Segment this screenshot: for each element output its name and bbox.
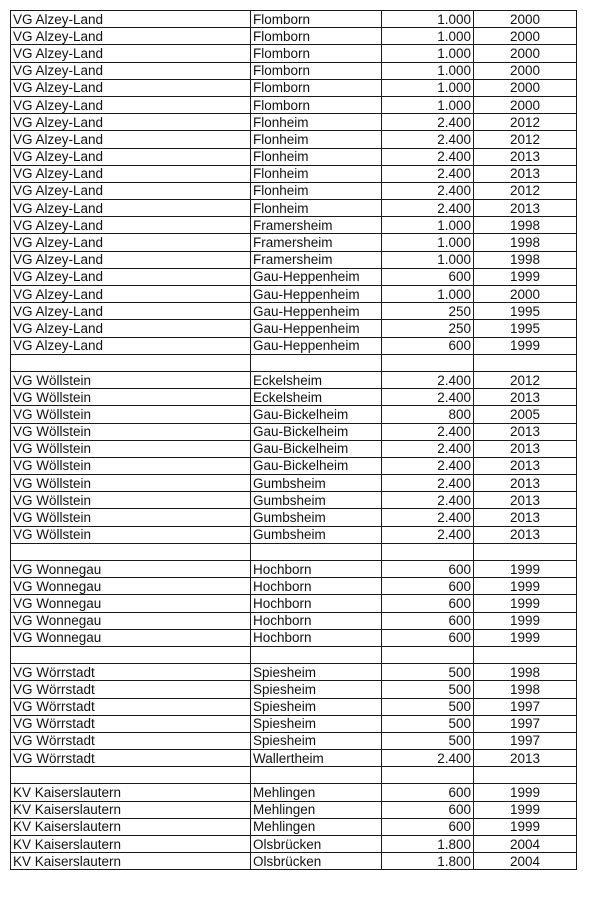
gemeinde-cell: Eckelsheim bbox=[251, 389, 382, 406]
table-row bbox=[11, 320, 577, 337]
verband-cell: VG Wörrstadt bbox=[11, 681, 251, 698]
amount-cell: 600 bbox=[382, 612, 474, 629]
table-row bbox=[11, 853, 577, 870]
amount-cell: 500 bbox=[382, 698, 474, 715]
gemeinde-cell: Gau-Heppenheim bbox=[251, 286, 382, 303]
year-cell: 1997 bbox=[474, 715, 577, 732]
verband-cell: VG Alzey-Land bbox=[11, 131, 251, 148]
gemeinde-cell: Flonheim bbox=[251, 114, 382, 131]
amount-cell: 2.400 bbox=[382, 148, 474, 165]
verband-cell: VG Alzey-Land bbox=[11, 96, 251, 113]
gemeinde-cell: Gumbsheim bbox=[251, 526, 382, 543]
gemeinde-cell bbox=[251, 354, 382, 371]
year-cell bbox=[474, 543, 577, 560]
table-row bbox=[11, 389, 577, 406]
year-cell: 2000 bbox=[474, 45, 577, 62]
verband-cell: VG Alzey-Land bbox=[11, 251, 251, 268]
verband-cell: VG Alzey-Land bbox=[11, 28, 251, 45]
verband-cell: VG Alzey-Land bbox=[11, 286, 251, 303]
verband-cell: VG Wöllstein bbox=[11, 371, 251, 388]
table-row bbox=[11, 801, 577, 818]
year-cell: 2013 bbox=[474, 750, 577, 767]
amount-cell: 2.400 bbox=[382, 114, 474, 131]
amount-cell: 600 bbox=[382, 268, 474, 285]
verband-cell: VG Wöllstein bbox=[11, 389, 251, 406]
gemeinde-cell: Flonheim bbox=[251, 148, 382, 165]
table-row bbox=[11, 286, 577, 303]
verband-cell: VG Alzey-Land bbox=[11, 45, 251, 62]
gemeinde-cell: Hochborn bbox=[251, 629, 382, 646]
table-row bbox=[11, 578, 577, 595]
table-row bbox=[11, 165, 577, 182]
year-cell: 2013 bbox=[474, 389, 577, 406]
verband-cell bbox=[11, 646, 251, 663]
verband-cell: VG Wöllstein bbox=[11, 509, 251, 526]
year-cell: 1999 bbox=[474, 561, 577, 578]
year-cell: 2000 bbox=[474, 79, 577, 96]
table-row bbox=[11, 715, 577, 732]
gemeinde-cell: Mehlingen bbox=[251, 801, 382, 818]
table-row bbox=[11, 784, 577, 801]
table-row bbox=[11, 28, 577, 45]
amount-cell: 2.400 bbox=[382, 526, 474, 543]
table-row bbox=[11, 200, 577, 217]
amount-cell: 600 bbox=[382, 595, 474, 612]
gemeinde-cell: Spiesheim bbox=[251, 715, 382, 732]
year-cell: 1998 bbox=[474, 234, 577, 251]
table-row bbox=[11, 337, 577, 354]
table-row bbox=[11, 79, 577, 96]
verband-cell: VG Alzey-Land bbox=[11, 234, 251, 251]
verband-cell: VG Wörrstadt bbox=[11, 715, 251, 732]
year-cell: 2000 bbox=[474, 96, 577, 113]
verband-cell: KV Kaiserslautern bbox=[11, 801, 251, 818]
amount-cell: 1.000 bbox=[382, 96, 474, 113]
table-row bbox=[11, 251, 577, 268]
verband-cell: VG Alzey-Land bbox=[11, 217, 251, 234]
gemeinde-cell: Gau-Heppenheim bbox=[251, 337, 382, 354]
gemeinde-cell: Spiesheim bbox=[251, 698, 382, 715]
amount-cell: 2.400 bbox=[382, 165, 474, 182]
gemeinde-cell: Framersheim bbox=[251, 217, 382, 234]
verband-cell: VG Alzey-Land bbox=[11, 337, 251, 354]
amount-cell: 500 bbox=[382, 715, 474, 732]
amount-cell: 250 bbox=[382, 303, 474, 320]
table-row bbox=[11, 698, 577, 715]
gemeinde-cell: Flonheim bbox=[251, 182, 382, 199]
gemeinde-cell: Olsbrücken bbox=[251, 836, 382, 853]
table-row bbox=[11, 268, 577, 285]
gemeinde-cell bbox=[251, 543, 382, 560]
table-row bbox=[11, 475, 577, 492]
year-cell: 1995 bbox=[474, 320, 577, 337]
year-cell bbox=[474, 646, 577, 663]
year-cell: 1999 bbox=[474, 784, 577, 801]
verband-cell: VG Wonnegau bbox=[11, 578, 251, 595]
amount-cell bbox=[382, 646, 474, 663]
amount-cell: 600 bbox=[382, 578, 474, 595]
gemeinde-cell: Gau-Bickelheim bbox=[251, 440, 382, 457]
amount-cell: 600 bbox=[382, 561, 474, 578]
year-cell bbox=[474, 767, 577, 784]
verband-cell: VG Alzey-Land bbox=[11, 320, 251, 337]
table-row bbox=[11, 406, 577, 423]
amount-cell: 2.400 bbox=[382, 182, 474, 199]
gemeinde-cell: Flonheim bbox=[251, 200, 382, 217]
amount-cell: 1.800 bbox=[382, 853, 474, 870]
table-row bbox=[11, 62, 577, 79]
gemeinde-cell: Gau-Heppenheim bbox=[251, 320, 382, 337]
gemeinde-cell: Spiesheim bbox=[251, 732, 382, 749]
year-cell: 1997 bbox=[474, 698, 577, 715]
amount-cell: 1.000 bbox=[382, 28, 474, 45]
verband-cell: VG Alzey-Land bbox=[11, 200, 251, 217]
table-row-spacer bbox=[11, 767, 577, 784]
table-row bbox=[11, 509, 577, 526]
verband-cell: VG Alzey-Land bbox=[11, 268, 251, 285]
year-cell: 1999 bbox=[474, 801, 577, 818]
year-cell bbox=[474, 354, 577, 371]
amount-cell: 1.800 bbox=[382, 836, 474, 853]
table-row bbox=[11, 750, 577, 767]
gemeinde-cell: Flomborn bbox=[251, 28, 382, 45]
year-cell: 1998 bbox=[474, 251, 577, 268]
table-row bbox=[11, 423, 577, 440]
gemeinde-cell: Gumbsheim bbox=[251, 509, 382, 526]
year-cell: 2012 bbox=[474, 131, 577, 148]
gemeinde-cell: Framersheim bbox=[251, 251, 382, 268]
year-cell: 2000 bbox=[474, 11, 577, 28]
table-row bbox=[11, 629, 577, 646]
table-row bbox=[11, 681, 577, 698]
amount-cell: 2.400 bbox=[382, 509, 474, 526]
gemeinde-cell: Framersheim bbox=[251, 234, 382, 251]
table-row bbox=[11, 234, 577, 251]
verband-cell: VG Wonnegau bbox=[11, 595, 251, 612]
table-row bbox=[11, 182, 577, 199]
year-cell: 1999 bbox=[474, 612, 577, 629]
gemeinde-cell bbox=[251, 646, 382, 663]
year-cell: 2004 bbox=[474, 836, 577, 853]
amount-cell: 2.400 bbox=[382, 750, 474, 767]
amount-cell bbox=[382, 767, 474, 784]
table-row bbox=[11, 440, 577, 457]
verband-cell: VG Alzey-Land bbox=[11, 114, 251, 131]
year-cell: 1998 bbox=[474, 217, 577, 234]
amount-cell: 500 bbox=[382, 664, 474, 681]
gemeinde-cell: Flomborn bbox=[251, 96, 382, 113]
amount-cell: 2.400 bbox=[382, 371, 474, 388]
year-cell: 1999 bbox=[474, 578, 577, 595]
verband-cell bbox=[11, 767, 251, 784]
year-cell: 2013 bbox=[474, 165, 577, 182]
amount-cell: 1.000 bbox=[382, 286, 474, 303]
amount-cell: 800 bbox=[382, 406, 474, 423]
table-row bbox=[11, 217, 577, 234]
amount-cell bbox=[382, 543, 474, 560]
amount-cell: 1.000 bbox=[382, 62, 474, 79]
year-cell: 2013 bbox=[474, 475, 577, 492]
year-cell: 1999 bbox=[474, 337, 577, 354]
table-row bbox=[11, 11, 577, 28]
table-row-spacer bbox=[11, 354, 577, 371]
table-row bbox=[11, 664, 577, 681]
table-row bbox=[11, 114, 577, 131]
amount-cell: 2.400 bbox=[382, 457, 474, 474]
gemeinde-cell: Hochborn bbox=[251, 561, 382, 578]
year-cell: 1997 bbox=[474, 732, 577, 749]
data-table bbox=[10, 10, 577, 870]
table-row bbox=[11, 595, 577, 612]
verband-cell: VG Wöllstein bbox=[11, 475, 251, 492]
amount-cell: 500 bbox=[382, 681, 474, 698]
verband-cell: VG Alzey-Land bbox=[11, 303, 251, 320]
year-cell: 2013 bbox=[474, 509, 577, 526]
verband-cell bbox=[11, 354, 251, 371]
verband-cell: KV Kaiserslautern bbox=[11, 853, 251, 870]
year-cell: 1998 bbox=[474, 664, 577, 681]
amount-cell: 2.400 bbox=[382, 492, 474, 509]
year-cell: 1998 bbox=[474, 681, 577, 698]
verband-cell: VG Wörrstadt bbox=[11, 664, 251, 681]
verband-cell: VG Alzey-Land bbox=[11, 165, 251, 182]
amount-cell: 600 bbox=[382, 629, 474, 646]
gemeinde-cell: Eckelsheim bbox=[251, 371, 382, 388]
verband-cell: VG Wöllstein bbox=[11, 423, 251, 440]
table-row bbox=[11, 303, 577, 320]
year-cell: 2012 bbox=[474, 182, 577, 199]
gemeinde-cell: Flomborn bbox=[251, 45, 382, 62]
gemeinde-cell: Gau-Bickelheim bbox=[251, 457, 382, 474]
verband-cell: KV Kaiserslautern bbox=[11, 836, 251, 853]
table-row bbox=[11, 96, 577, 113]
gemeinde-cell: Hochborn bbox=[251, 612, 382, 629]
year-cell: 1995 bbox=[474, 303, 577, 320]
year-cell: 1999 bbox=[474, 268, 577, 285]
gemeinde-cell: Gau-Heppenheim bbox=[251, 303, 382, 320]
amount-cell: 1.000 bbox=[382, 11, 474, 28]
table-row bbox=[11, 818, 577, 835]
amount-cell: 1.000 bbox=[382, 45, 474, 62]
verband-cell: KV Kaiserslautern bbox=[11, 784, 251, 801]
table-body bbox=[11, 11, 577, 870]
gemeinde-cell: Flonheim bbox=[251, 165, 382, 182]
verband-cell: VG Alzey-Land bbox=[11, 79, 251, 96]
year-cell: 2005 bbox=[474, 406, 577, 423]
gemeinde-cell: Gumbsheim bbox=[251, 475, 382, 492]
gemeinde-cell: Hochborn bbox=[251, 578, 382, 595]
gemeinde-cell: Mehlingen bbox=[251, 784, 382, 801]
amount-cell: 2.400 bbox=[382, 200, 474, 217]
amount-cell: 600 bbox=[382, 801, 474, 818]
table-row-spacer bbox=[11, 543, 577, 560]
table-row bbox=[11, 131, 577, 148]
year-cell: 1999 bbox=[474, 629, 577, 646]
table-row bbox=[11, 612, 577, 629]
table-row bbox=[11, 457, 577, 474]
table-row bbox=[11, 492, 577, 509]
amount-cell: 2.400 bbox=[382, 131, 474, 148]
year-cell: 2000 bbox=[474, 62, 577, 79]
year-cell: 2012 bbox=[474, 371, 577, 388]
amount-cell: 1.000 bbox=[382, 79, 474, 96]
year-cell: 2013 bbox=[474, 200, 577, 217]
amount-cell: 250 bbox=[382, 320, 474, 337]
table-row bbox=[11, 732, 577, 749]
gemeinde-cell: Olsbrücken bbox=[251, 853, 382, 870]
verband-cell: KV Kaiserslautern bbox=[11, 818, 251, 835]
year-cell: 2013 bbox=[474, 526, 577, 543]
year-cell: 1999 bbox=[474, 818, 577, 835]
verband-cell: VG Wöllstein bbox=[11, 406, 251, 423]
gemeinde-cell: Spiesheim bbox=[251, 664, 382, 681]
amount-cell: 2.400 bbox=[382, 389, 474, 406]
verband-cell: VG Wöllstein bbox=[11, 457, 251, 474]
verband-cell: VG Wörrstadt bbox=[11, 732, 251, 749]
table-row bbox=[11, 836, 577, 853]
gemeinde-cell: Hochborn bbox=[251, 595, 382, 612]
amount-cell: 600 bbox=[382, 337, 474, 354]
year-cell: 2000 bbox=[474, 28, 577, 45]
amount-cell: 2.400 bbox=[382, 440, 474, 457]
amount-cell: 1.000 bbox=[382, 234, 474, 251]
gemeinde-cell: Flonheim bbox=[251, 131, 382, 148]
gemeinde-cell: Flomborn bbox=[251, 79, 382, 96]
year-cell: 1999 bbox=[474, 595, 577, 612]
gemeinde-cell: Gau-Heppenheim bbox=[251, 268, 382, 285]
year-cell: 2013 bbox=[474, 148, 577, 165]
verband-cell: VG Wöllstein bbox=[11, 526, 251, 543]
gemeinde-cell: Flomborn bbox=[251, 62, 382, 79]
amount-cell: 1.000 bbox=[382, 251, 474, 268]
amount-cell: 600 bbox=[382, 818, 474, 835]
verband-cell: VG Alzey-Land bbox=[11, 11, 251, 28]
amount-cell bbox=[382, 354, 474, 371]
verband-cell: VG Wonnegau bbox=[11, 612, 251, 629]
table-row bbox=[11, 371, 577, 388]
verband-cell: VG Alzey-Land bbox=[11, 148, 251, 165]
amount-cell: 2.400 bbox=[382, 423, 474, 440]
amount-cell: 600 bbox=[382, 784, 474, 801]
verband-cell: VG Wöllstein bbox=[11, 440, 251, 457]
verband-cell: VG Wöllstein bbox=[11, 492, 251, 509]
verband-cell: VG Wörrstadt bbox=[11, 698, 251, 715]
amount-cell: 2.400 bbox=[382, 475, 474, 492]
table-row bbox=[11, 45, 577, 62]
gemeinde-cell: Flomborn bbox=[251, 11, 382, 28]
gemeinde-cell: Gumbsheim bbox=[251, 492, 382, 509]
verband-cell: VG Wörrstadt bbox=[11, 750, 251, 767]
amount-cell: 500 bbox=[382, 732, 474, 749]
gemeinde-cell: Wallertheim bbox=[251, 750, 382, 767]
verband-cell: VG Alzey-Land bbox=[11, 62, 251, 79]
table-row bbox=[11, 526, 577, 543]
verband-cell bbox=[11, 543, 251, 560]
year-cell: 2013 bbox=[474, 457, 577, 474]
year-cell: 2013 bbox=[474, 492, 577, 509]
gemeinde-cell: Gau-Bickelheim bbox=[251, 406, 382, 423]
year-cell: 2013 bbox=[474, 423, 577, 440]
gemeinde-cell: Mehlingen bbox=[251, 818, 382, 835]
amount-cell: 1.000 bbox=[382, 217, 474, 234]
year-cell: 2013 bbox=[474, 440, 577, 457]
year-cell: 2012 bbox=[474, 114, 577, 131]
year-cell: 2000 bbox=[474, 286, 577, 303]
table-row bbox=[11, 561, 577, 578]
gemeinde-cell: Spiesheim bbox=[251, 681, 382, 698]
table-row bbox=[11, 148, 577, 165]
verband-cell: VG Wonnegau bbox=[11, 629, 251, 646]
verband-cell: VG Wonnegau bbox=[11, 561, 251, 578]
year-cell: 2004 bbox=[474, 853, 577, 870]
gemeinde-cell bbox=[251, 767, 382, 784]
table-row-spacer bbox=[11, 646, 577, 663]
gemeinde-cell: Gau-Bickelheim bbox=[251, 423, 382, 440]
verband-cell: VG Alzey-Land bbox=[11, 182, 251, 199]
